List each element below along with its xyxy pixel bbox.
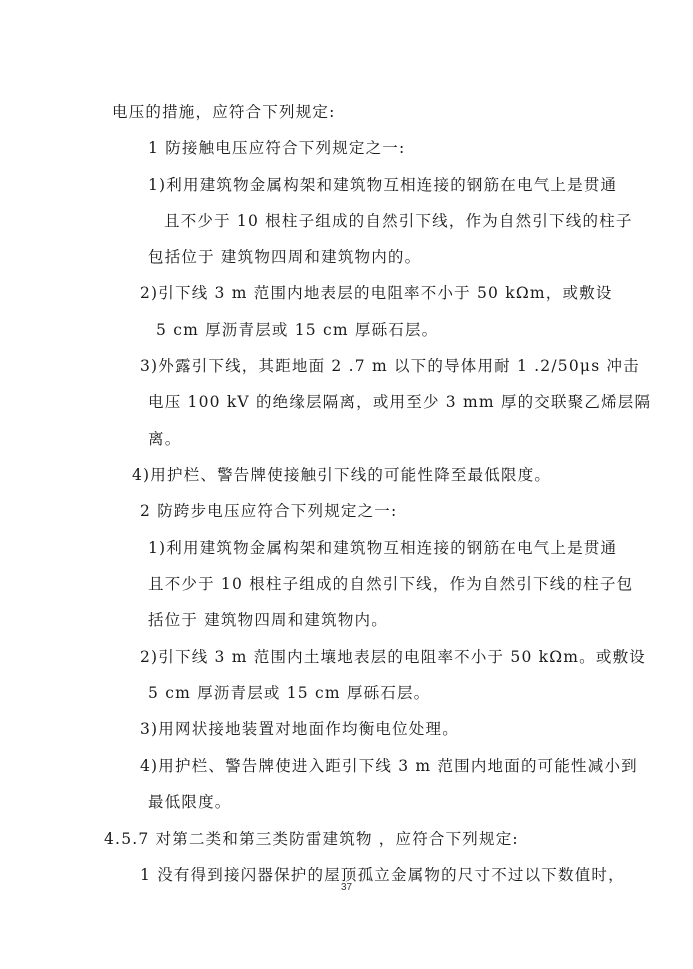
text-line: 3)外露引下线，其距地面 2 .7 m 以下的导体用耐 1 .2/50μs 冲击 <box>140 357 640 375</box>
text-line: 电压的措施，应符合下列规定: <box>112 103 336 121</box>
text-line: 最低限度。 <box>148 793 232 811</box>
text-line: 电压 100 kV 的绝缘层隔离，或用至少 3 mm 厚的交联聚乙烯层隔 <box>148 393 652 411</box>
text-line: 离。 <box>148 430 182 448</box>
text-line: 1 防接触电压应符合下列规定之一: <box>148 139 406 157</box>
text-line: 包括位于 建筑物四周和建筑物内的。 <box>148 248 422 266</box>
text-line: 1)利用建筑物金属构架和建筑物互相连接的钢筋在电气上是贯通 <box>148 539 618 557</box>
text-line: 2)引下线 3 m 范围内土壤地表层的电阻率不小于 50 kΩm。或敷设 <box>140 648 646 666</box>
text-line: 4.5.7 对第二类和第三类防雷建筑物 ，应符合下列规定: <box>104 830 519 848</box>
page-number: 37 <box>340 882 353 893</box>
text-line: 1)利用建筑物金属构架和建筑物互相连接的钢筋在电气上是贯通 <box>148 176 618 194</box>
text-line: 3)用网状接地装置对地面作均衡电位处理。 <box>140 720 459 738</box>
text-line: 4)用护栏、警告牌使进入距引下线 3 m 范围内地面的可能性减小到 <box>140 757 638 775</box>
text-line: 5 cm 厚沥青层或 15 cm 厚砾石层。 <box>156 321 439 339</box>
text-line: 括位于 建筑物四周和建筑物内。 <box>148 611 388 629</box>
text-line: 且不少于 10 根柱子组成的自然引下线，作为自然引下线的柱子 <box>164 212 633 230</box>
text-line: 且不少于 10 根柱子组成的自然引下线，作为自然引下线的柱子包 <box>148 575 634 593</box>
text-line: 1 没有得到接闪器保护的屋顶孤立金属物的尺寸不过以下数值时， <box>140 866 625 884</box>
text-line: 2 防跨步电压应符合下列规定之一: <box>140 502 398 520</box>
text-line: 5 cm 厚沥青层或 15 cm 厚砾石层。 <box>148 684 431 702</box>
text-line: 2)引下线 3 m 范围内地表层的电阻率不小于 50 kΩm，或敷设 <box>140 284 613 302</box>
text-line: 4)用护栏、警告牌使接触引下线的可能性降至最低限度。 <box>132 466 552 484</box>
